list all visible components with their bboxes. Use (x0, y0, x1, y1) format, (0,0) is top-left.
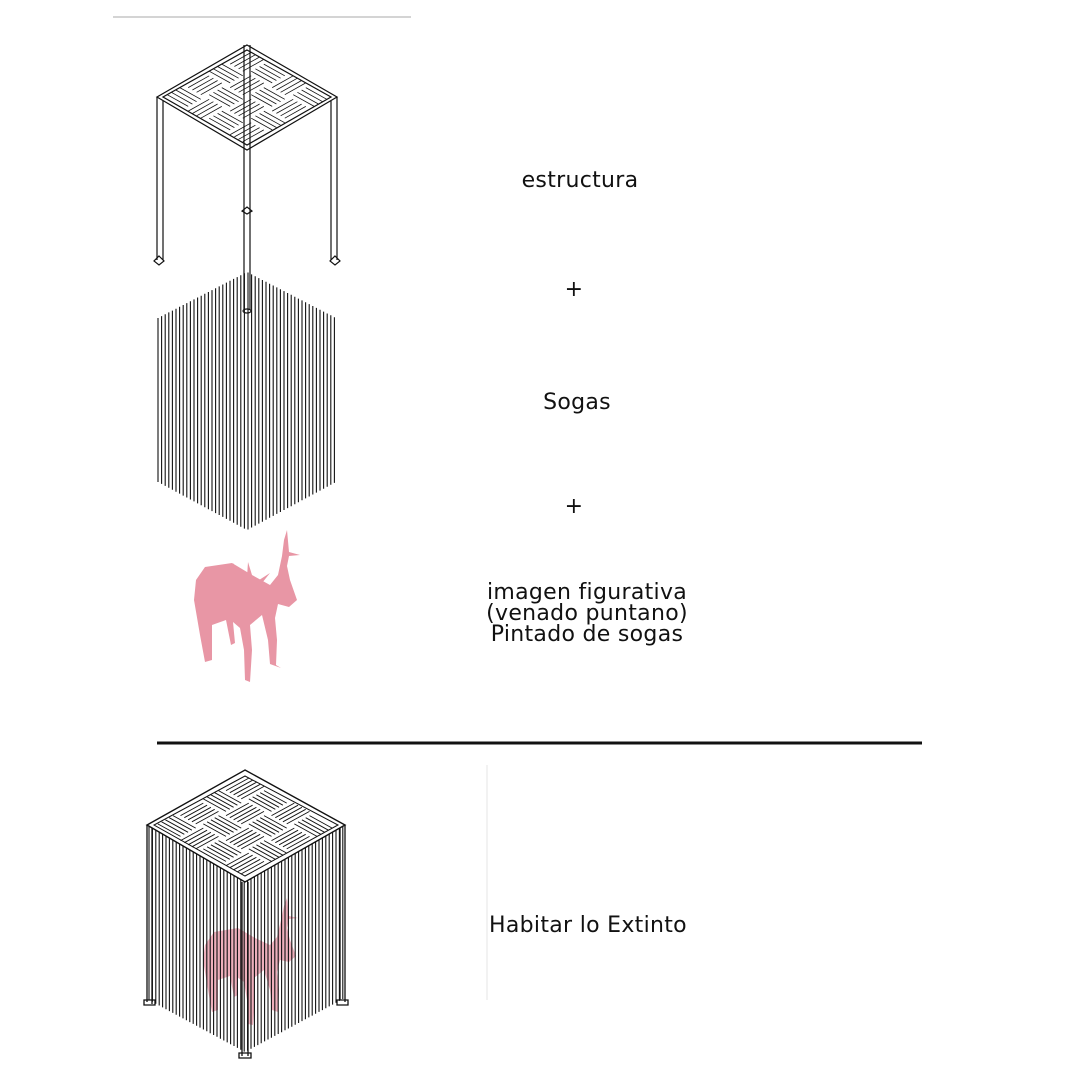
label-figurative-image (437, 582, 737, 645)
hanging-ropes-icon (158, 273, 334, 530)
pergola-frame-icon (154, 45, 340, 313)
label-structure: estructura (521, 168, 639, 193)
plus-sign-1: + (564, 277, 584, 302)
label-result-title: Habitar lo Extinto (489, 913, 687, 938)
label-ropes: Sogas (543, 390, 611, 415)
deer-silhouette-icon (194, 530, 300, 682)
figurative-line-3: Pintado de sogas (490, 622, 684, 647)
assembled-pavilion-icon (144, 770, 348, 1058)
figurative-line-1: imagen figurativa (486, 580, 688, 605)
plus-sign-2: + (564, 494, 584, 519)
figurative-line-2: (venado puntano) (486, 601, 688, 626)
